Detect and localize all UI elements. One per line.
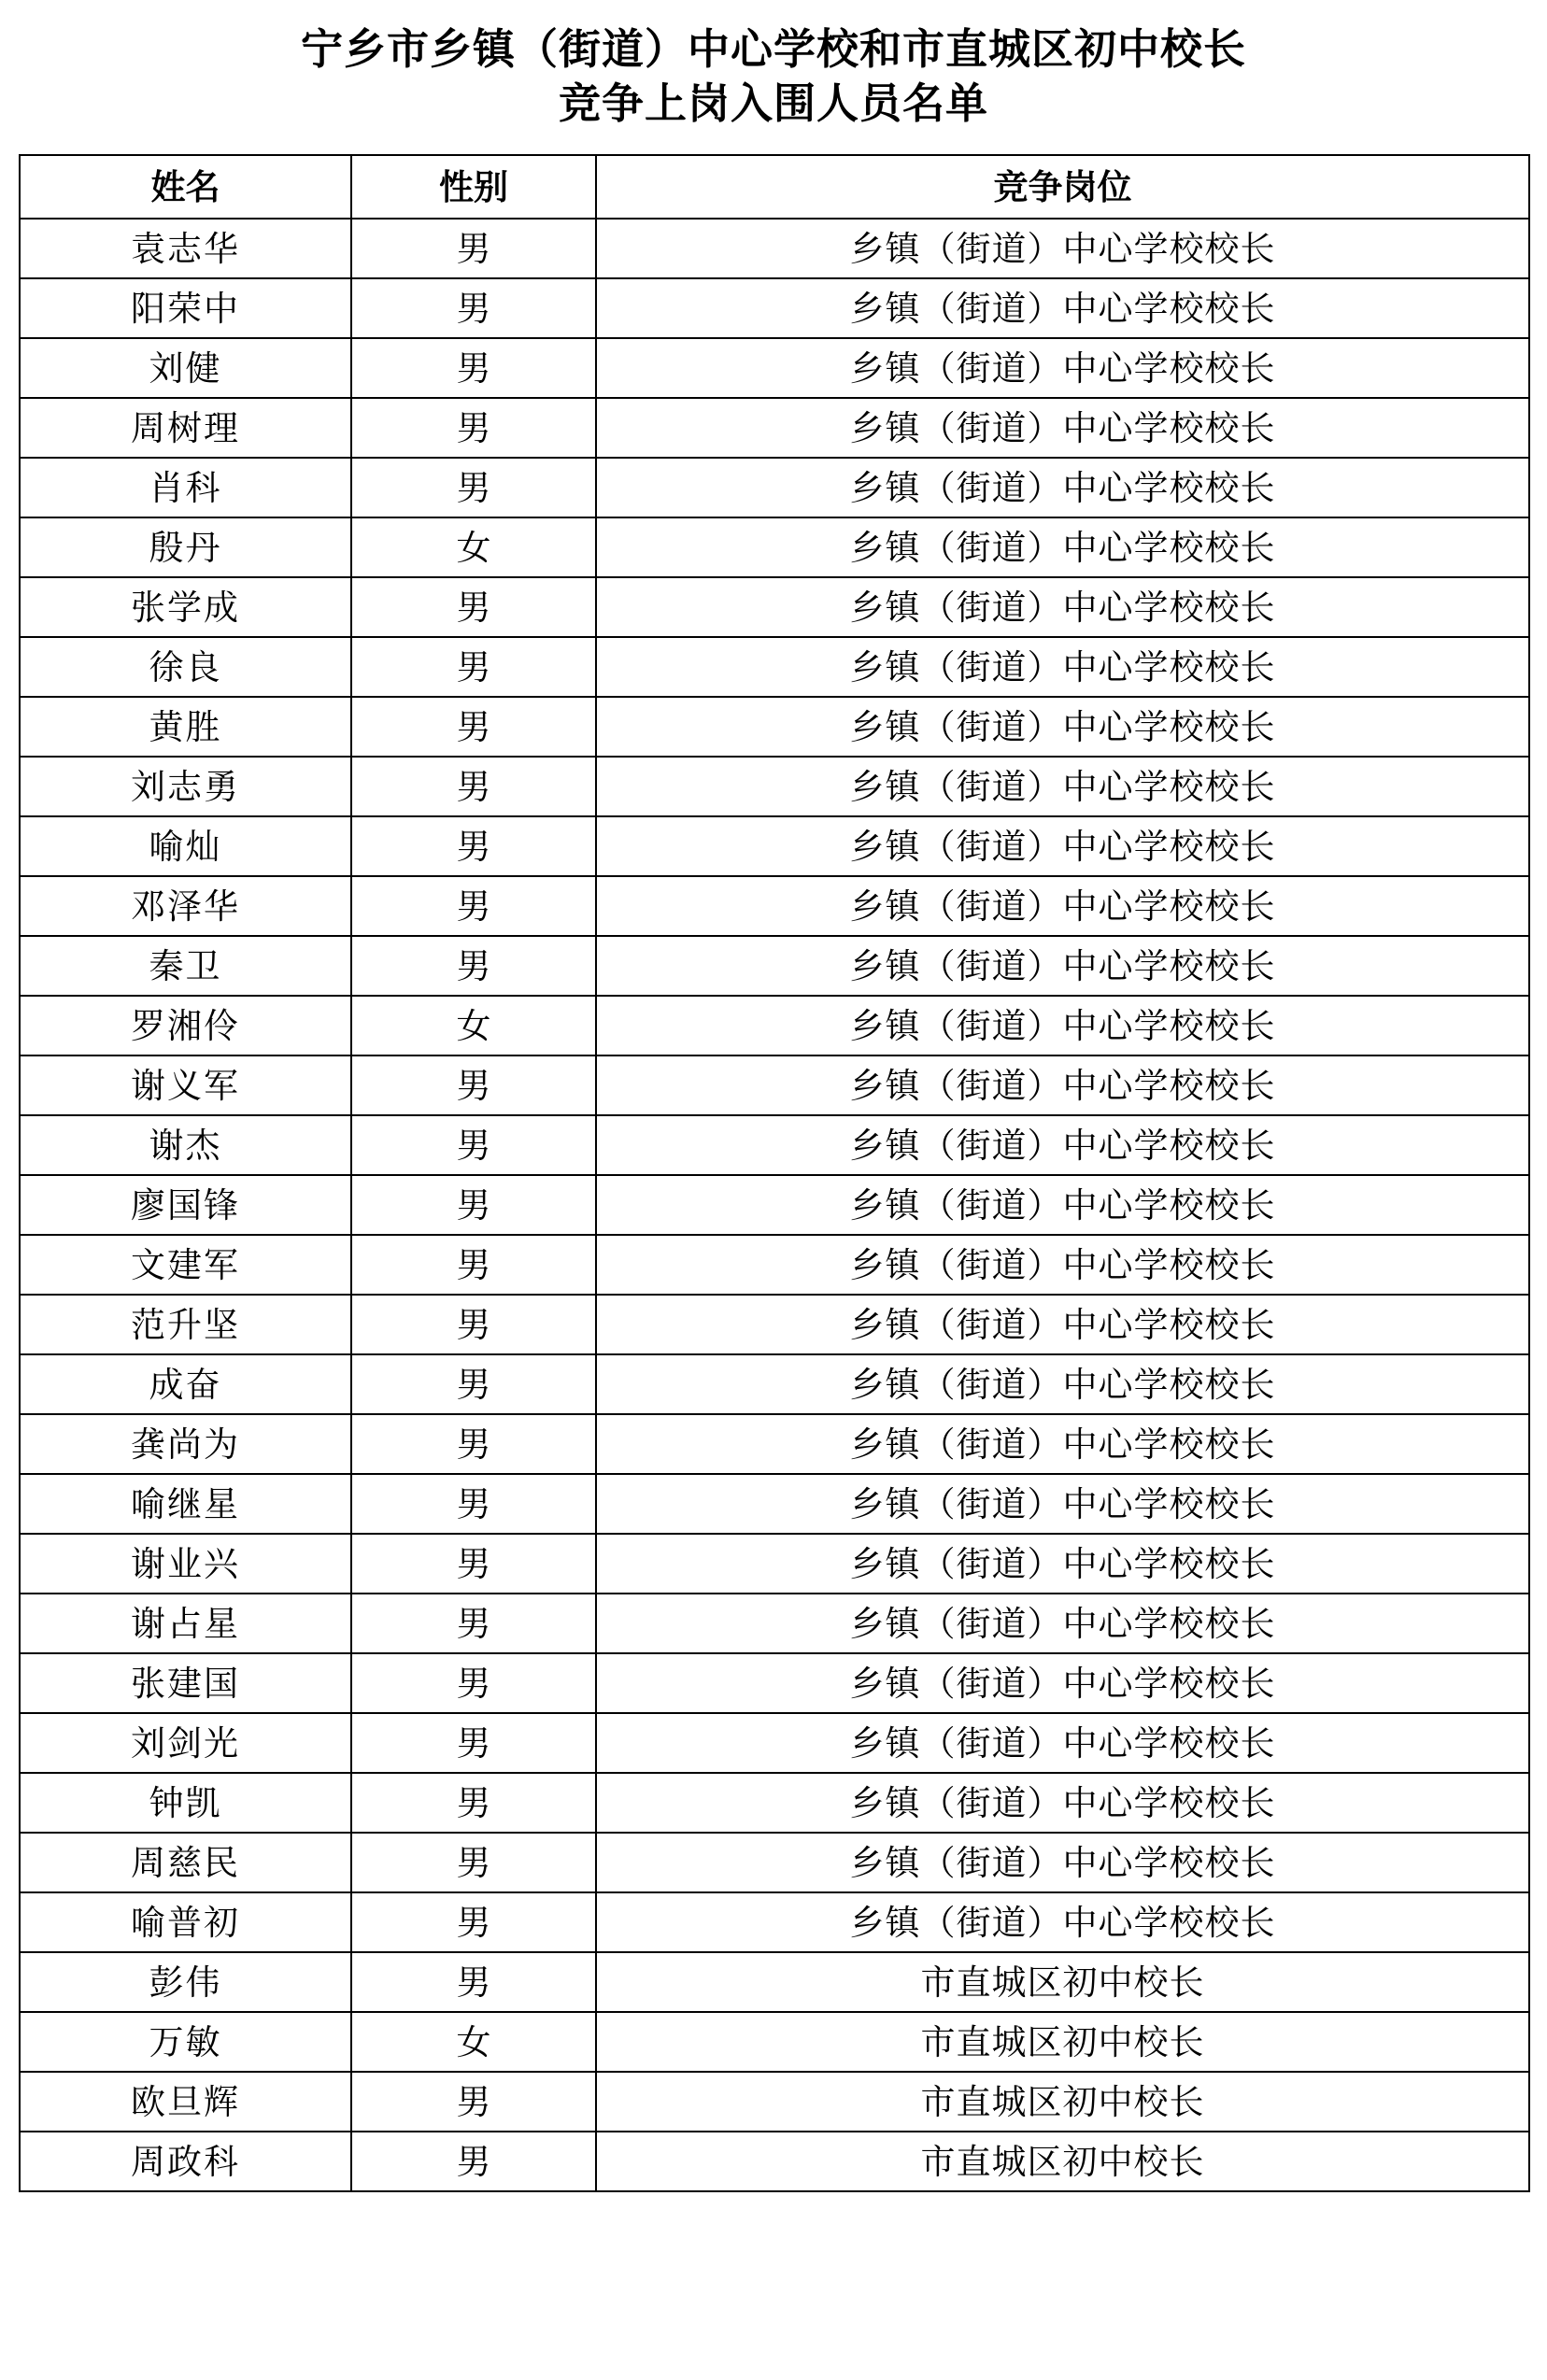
cell-post: 乡镇（街道）中心学校校长	[596, 1594, 1529, 1653]
table-row	[20, 1055, 1529, 1115]
table-row	[20, 398, 1529, 458]
cell-name: 文建军	[20, 1235, 351, 1295]
cell-post: 乡镇（街道）中心学校校长	[596, 876, 1529, 936]
table-row	[20, 1474, 1529, 1534]
table-row	[20, 2072, 1529, 2132]
cell-post: 乡镇（街道）中心学校校长	[596, 1175, 1529, 1235]
cell-post: 乡镇（街道）中心学校校长	[596, 517, 1529, 577]
page-title-line-2: 竞争上岗入围人员名单	[558, 78, 988, 128]
cell-name: 彭伟	[20, 1952, 351, 2012]
cell-name: 殷丹	[20, 517, 351, 577]
cell-sex: 男	[351, 1295, 596, 1354]
table-row	[20, 338, 1529, 398]
cell-sex: 男	[351, 458, 596, 517]
cell-sex: 女	[351, 517, 596, 577]
cell-sex: 男	[351, 757, 596, 816]
cell-post: 乡镇（街道）中心学校校长	[596, 936, 1529, 996]
cell-post: 乡镇（街道）中心学校校长	[596, 1055, 1529, 1115]
cell-post: 乡镇（街道）中心学校校长	[596, 1414, 1529, 1474]
table-row	[20, 1773, 1529, 1833]
cell-post: 乡镇（街道）中心学校校长	[596, 1653, 1529, 1713]
cell-name: 邓泽华	[20, 876, 351, 936]
column-header-post: 竞争岗位	[596, 155, 1529, 219]
table-row	[20, 936, 1529, 996]
cell-sex: 男	[351, 637, 596, 697]
table-body	[20, 219, 1529, 2191]
cell-post: 市直城区初中校长	[596, 2132, 1529, 2191]
cell-post: 乡镇（街道）中心学校校长	[596, 1773, 1529, 1833]
cell-name: 周慈民	[20, 1833, 351, 1892]
table-row	[20, 2132, 1529, 2191]
cell-sex: 男	[351, 1952, 596, 2012]
cell-name: 刘志勇	[20, 757, 351, 816]
page-title	[19, 22, 1528, 130]
table-header	[20, 155, 1529, 219]
cell-sex: 男	[351, 876, 596, 936]
cell-sex: 男	[351, 1235, 596, 1295]
cell-sex: 男	[351, 1414, 596, 1474]
table-header-row	[20, 155, 1529, 219]
cell-name: 廖国锋	[20, 1175, 351, 1235]
table-row	[20, 1414, 1529, 1474]
cell-name: 张建国	[20, 1653, 351, 1713]
table-row	[20, 2012, 1529, 2072]
table-row	[20, 1175, 1529, 1235]
cell-name: 周树理	[20, 398, 351, 458]
cell-post: 乡镇（街道）中心学校校长	[596, 1713, 1529, 1773]
cell-post: 乡镇（街道）中心学校校长	[596, 1115, 1529, 1175]
cell-name: 刘剑光	[20, 1713, 351, 1773]
cell-sex: 男	[351, 1594, 596, 1653]
cell-name: 龚尚为	[20, 1414, 351, 1474]
cell-sex: 男	[351, 1713, 596, 1773]
cell-post: 乡镇（街道）中心学校校长	[596, 816, 1529, 876]
cell-post: 乡镇（街道）中心学校校长	[596, 1534, 1529, 1594]
cell-post: 乡镇（街道）中心学校校长	[596, 1833, 1529, 1892]
cell-sex: 男	[351, 1354, 596, 1414]
cell-sex: 男	[351, 1773, 596, 1833]
cell-sex: 男	[351, 697, 596, 757]
cell-sex: 男	[351, 2072, 596, 2132]
cell-name: 徐良	[20, 637, 351, 697]
cell-post: 乡镇（街道）中心学校校长	[596, 458, 1529, 517]
cell-sex: 男	[351, 278, 596, 338]
table-row	[20, 1653, 1529, 1713]
document-page	[0, 22, 1547, 2192]
roster-table	[19, 154, 1530, 2192]
cell-sex: 男	[351, 398, 596, 458]
cell-sex: 男	[351, 1534, 596, 1594]
cell-name: 肖科	[20, 458, 351, 517]
table-row	[20, 577, 1529, 637]
cell-post: 乡镇（街道）中心学校校长	[596, 219, 1529, 278]
table-row	[20, 458, 1529, 517]
cell-post: 乡镇（街道）中心学校校长	[596, 278, 1529, 338]
cell-name: 喻灿	[20, 816, 351, 876]
table-row	[20, 757, 1529, 816]
cell-sex: 男	[351, 219, 596, 278]
cell-sex: 男	[351, 1055, 596, 1115]
cell-sex: 男	[351, 1474, 596, 1534]
table-row	[20, 1713, 1529, 1773]
cell-sex: 男	[351, 1175, 596, 1235]
cell-name: 万敏	[20, 2012, 351, 2072]
cell-post: 乡镇（街道）中心学校校长	[596, 1474, 1529, 1534]
cell-post: 市直城区初中校长	[596, 2012, 1529, 2072]
cell-name: 成奋	[20, 1354, 351, 1414]
cell-name: 谢义军	[20, 1055, 351, 1115]
cell-post: 乡镇（街道）中心学校校长	[596, 398, 1529, 458]
cell-sex: 男	[351, 1833, 596, 1892]
cell-post: 乡镇（街道）中心学校校长	[596, 637, 1529, 697]
cell-sex: 男	[351, 1892, 596, 1952]
column-header-sex: 性别	[351, 155, 596, 219]
table-row	[20, 219, 1529, 278]
table-row	[20, 517, 1529, 577]
column-header-name: 姓名	[20, 155, 351, 219]
cell-sex: 女	[351, 996, 596, 1055]
cell-sex: 男	[351, 816, 596, 876]
cell-sex: 男	[351, 338, 596, 398]
table-row	[20, 1892, 1529, 1952]
cell-sex: 女	[351, 2012, 596, 2072]
cell-post: 乡镇（街道）中心学校校长	[596, 996, 1529, 1055]
table-row	[20, 1833, 1529, 1892]
cell-name: 刘健	[20, 338, 351, 398]
cell-name: 喻继星	[20, 1474, 351, 1534]
cell-name: 张学成	[20, 577, 351, 637]
cell-post: 乡镇（街道）中心学校校长	[596, 1892, 1529, 1952]
cell-post: 市直城区初中校长	[596, 2072, 1529, 2132]
cell-post: 市直城区初中校长	[596, 1952, 1529, 2012]
table-row	[20, 1115, 1529, 1175]
table-row	[20, 1235, 1529, 1295]
page-title-line-1: 宁乡市乡镇（街道）中心学校和市直城区初中校长	[300, 24, 1246, 74]
cell-sex: 男	[351, 577, 596, 637]
cell-post: 乡镇（街道）中心学校校长	[596, 757, 1529, 816]
cell-sex: 男	[351, 2132, 596, 2191]
cell-name: 阳荣中	[20, 278, 351, 338]
cell-name: 黄胜	[20, 697, 351, 757]
cell-name: 钟凯	[20, 1773, 351, 1833]
cell-sex: 男	[351, 936, 596, 996]
cell-name: 周政科	[20, 2132, 351, 2191]
cell-post: 乡镇（街道）中心学校校长	[596, 577, 1529, 637]
table-row	[20, 816, 1529, 876]
table-row	[20, 996, 1529, 1055]
cell-sex: 男	[351, 1653, 596, 1713]
table-row	[20, 1952, 1529, 2012]
cell-name: 罗湘伶	[20, 996, 351, 1055]
cell-name: 谢占星	[20, 1594, 351, 1653]
cell-name: 谢杰	[20, 1115, 351, 1175]
cell-name: 范升坚	[20, 1295, 351, 1354]
table-row	[20, 1354, 1529, 1414]
cell-name: 袁志华	[20, 219, 351, 278]
cell-post: 乡镇（街道）中心学校校长	[596, 1235, 1529, 1295]
table-row	[20, 1295, 1529, 1354]
table-row	[20, 1594, 1529, 1653]
cell-name: 谢业兴	[20, 1534, 351, 1594]
cell-name: 秦卫	[20, 936, 351, 996]
table-row	[20, 876, 1529, 936]
table-row	[20, 278, 1529, 338]
cell-post: 乡镇（街道）中心学校校长	[596, 338, 1529, 398]
cell-name: 喻普初	[20, 1892, 351, 1952]
table-row	[20, 637, 1529, 697]
cell-name: 欧旦辉	[20, 2072, 351, 2132]
table-row	[20, 1534, 1529, 1594]
cell-post: 乡镇（街道）中心学校校长	[596, 1354, 1529, 1414]
cell-post: 乡镇（街道）中心学校校长	[596, 1295, 1529, 1354]
table-row	[20, 697, 1529, 757]
cell-sex: 男	[351, 1115, 596, 1175]
cell-post: 乡镇（街道）中心学校校长	[596, 697, 1529, 757]
